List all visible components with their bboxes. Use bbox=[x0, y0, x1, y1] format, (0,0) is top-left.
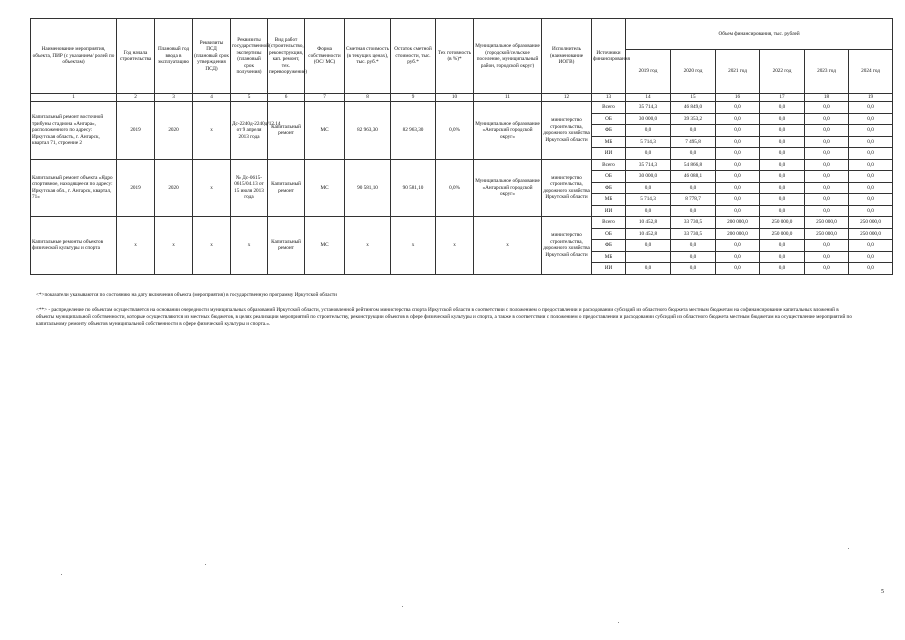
funding-value: 0,0 bbox=[716, 171, 760, 183]
funding-value: 0,0 bbox=[805, 205, 849, 217]
funding-value: 30 000,0 bbox=[626, 171, 671, 183]
funding-value: 10 452,8 bbox=[626, 217, 671, 229]
funding-value: 0,0 bbox=[849, 102, 893, 114]
psd-cell: х bbox=[193, 102, 231, 160]
funding-value: 0,0 bbox=[716, 182, 760, 194]
remaining-cost: 82 963,30 bbox=[391, 102, 436, 160]
column-number: 19 bbox=[849, 94, 893, 102]
funding-value: 0,0 bbox=[716, 205, 760, 217]
executor: министерство строительства, дорожного хозяйства Иркутской области bbox=[542, 217, 592, 275]
scan-speck bbox=[402, 606, 403, 607]
column-number: 4 bbox=[193, 94, 231, 102]
funding-value: 5 714,3 bbox=[626, 194, 671, 206]
funding-value: 46 849,0 bbox=[671, 102, 716, 114]
funding-value: 0,0 bbox=[626, 205, 671, 217]
footnote: <**> - распределение по объектам осуществляется на основании очередности муниципальных образований Иркутской области, установленной рейтингом министерства спорта Иркутской области в соответствии с положением о предоставлении и расходовании субсидий из областного бюджета местным бюджетам на софинансирование капитальных вложений в объекты муниципальной собственности, которые осуществляются из местных бюджетов, в целях реализации мероприятий по строительству, реконструкции объектов в сфере физической культуры и спорта, а также в соответствии с положением о предоставлении и расходовании субсидий из областного бюджета местным бюджетам на осуществление мероприятий по капитальному ремонту объектов муниципальной собственности в сфере физической культуры и спорта.». bbox=[36, 307, 852, 328]
funding-value: 0,0 bbox=[671, 240, 716, 252]
funding-value: 0,0 bbox=[626, 263, 671, 275]
funding-value: 0,0 bbox=[716, 113, 760, 125]
funding-value: 0,0 bbox=[805, 113, 849, 125]
year-header: 2022 год bbox=[760, 50, 805, 94]
funding-value: 46 088,1 bbox=[671, 171, 716, 183]
funding-value: 0,0 bbox=[805, 194, 849, 206]
header-cell: Плановый год ввода в эксплуатацию bbox=[155, 19, 193, 94]
year-header: 2019 год bbox=[626, 50, 671, 94]
funding-value: 0,0 bbox=[716, 136, 760, 148]
psd-cell: х bbox=[193, 159, 231, 217]
funding-value: 0,0 bbox=[626, 148, 671, 160]
funding-value: 0,0 bbox=[760, 159, 805, 171]
work-type: Капитальный ремонт bbox=[268, 217, 305, 275]
estimated-cost: х bbox=[345, 217, 391, 275]
column-number: 7 bbox=[305, 94, 345, 102]
header-row bbox=[31, 19, 893, 50]
funding-value: 35 714,3 bbox=[626, 159, 671, 171]
column-number: 10 bbox=[436, 94, 474, 102]
funding-value: 0,0 bbox=[671, 148, 716, 160]
work-type: Капитальный ремонт bbox=[268, 102, 305, 160]
funding-value: 0,0 bbox=[671, 263, 716, 275]
funding-header: Объем финансирования, тыс. рублей bbox=[626, 19, 893, 50]
funding-value: 0,0 bbox=[716, 148, 760, 160]
funding-value: 0,0 bbox=[805, 171, 849, 183]
funding-source: ОБ bbox=[592, 228, 626, 240]
object-block bbox=[31, 102, 893, 160]
funding-value: 39 353,2 bbox=[671, 113, 716, 125]
header-cell: Остаток сметной стоимости, тыс. руб.* bbox=[391, 19, 436, 94]
table-row bbox=[31, 217, 893, 229]
funding-value: 35 714,3 bbox=[626, 102, 671, 114]
object-name: Капитальный ремонт объекта «Ядро спортивное, находящееся по адресу: Иркутская обл., г. Ангарск, квартал, 71» bbox=[31, 159, 117, 217]
funding-value: 5 714,3 bbox=[626, 136, 671, 148]
funding-source: МБ bbox=[592, 136, 626, 148]
funding-value: 250 000,0 bbox=[805, 228, 849, 240]
funding-value: 0,0 bbox=[671, 182, 716, 194]
funding-value: 7 495,8 bbox=[671, 136, 716, 148]
header-cell: Сметная стоимость (в текущих ценах), тыс. руб.* bbox=[345, 19, 391, 94]
funding-source: ФБ bbox=[592, 240, 626, 252]
funding-value: 0,0 bbox=[671, 205, 716, 217]
funding-value: 250 000,0 bbox=[805, 217, 849, 229]
funding-value: 0,0 bbox=[805, 148, 849, 160]
funding-value: 30 000,0 bbox=[626, 113, 671, 125]
funding-value: 0,0 bbox=[760, 148, 805, 160]
column-number-row bbox=[31, 94, 893, 102]
funding-value: 54 866,8 bbox=[671, 159, 716, 171]
column-number: 5 bbox=[231, 94, 268, 102]
column-number: 6 bbox=[268, 94, 305, 102]
funding-value: 0,0 bbox=[849, 113, 893, 125]
funding-value: 250 000,0 bbox=[760, 228, 805, 240]
end-year: х bbox=[155, 217, 193, 275]
funding-value: 250 000,0 bbox=[849, 217, 893, 229]
funding-value: 0,0 bbox=[716, 251, 760, 263]
estimated-cost: 82 963,30 bbox=[345, 102, 391, 160]
funding-value: 0,0 bbox=[760, 263, 805, 275]
column-number: 9 bbox=[391, 94, 436, 102]
footnotes bbox=[36, 292, 856, 336]
header-cell: Муниципальное образование (городской/сельское поселение, муниципальный район, городской округ) bbox=[474, 19, 542, 94]
column-number: 1 bbox=[31, 94, 117, 102]
work-type: Капитальный ремонт bbox=[268, 159, 305, 217]
year-header: 2024 год bbox=[849, 50, 893, 94]
year-header: 2021 год bbox=[716, 50, 760, 94]
header-cell: Исполнитель (наименование ИОГВ) bbox=[542, 19, 592, 94]
funding-value: 0,0 bbox=[805, 240, 849, 252]
funding-value: 0,0 bbox=[849, 251, 893, 263]
funding-value: 0,0 bbox=[849, 171, 893, 183]
executor: министерство строительства, дорожного хозяйства Иркутской области bbox=[542, 102, 592, 160]
funding-source: ИИ bbox=[592, 148, 626, 160]
funding-value: 0,0 bbox=[716, 102, 760, 114]
remaining-cost: х bbox=[391, 217, 436, 275]
funding-value: 0,0 bbox=[805, 251, 849, 263]
header-cell: Вид работ (строительство, реконструкция, кап. ремонт, тех. перевооружение) bbox=[268, 19, 305, 94]
year-header: 2020 год bbox=[671, 50, 716, 94]
funding-value: 0,0 bbox=[849, 159, 893, 171]
financing-table bbox=[30, 18, 893, 275]
ownership: МС bbox=[305, 217, 345, 275]
column-number: 15 bbox=[671, 94, 716, 102]
column-number: 8 bbox=[345, 94, 391, 102]
funding-value: 200 000,0 bbox=[716, 228, 760, 240]
readiness: 0,0% bbox=[436, 159, 474, 217]
funding-value: 0,0 bbox=[760, 102, 805, 114]
ownership: МС bbox=[305, 159, 345, 217]
funding-value: 0,0 bbox=[716, 125, 760, 137]
funding-value: 0,0 bbox=[716, 159, 760, 171]
funding-value: 0,0 bbox=[805, 263, 849, 275]
scan-speck bbox=[205, 564, 206, 565]
table-row bbox=[31, 102, 893, 114]
start-year: 2019 bbox=[117, 159, 155, 217]
funding-value: 0,0 bbox=[626, 182, 671, 194]
object-name: Капитальные ремонты объектов физической культуры и спорта bbox=[31, 217, 117, 275]
funding-value: 0,0 bbox=[849, 205, 893, 217]
ownership: МС bbox=[305, 102, 345, 160]
funding-value: 0,0 bbox=[760, 113, 805, 125]
funding-source: Всего bbox=[592, 159, 626, 171]
estimated-cost: 90 581,10 bbox=[345, 159, 391, 217]
funding-source: Всего bbox=[592, 217, 626, 229]
municipality: Муниципальное образование «Ангарский городской округ» bbox=[474, 102, 542, 160]
scan-speck bbox=[848, 548, 849, 549]
column-number: 17 bbox=[760, 94, 805, 102]
object-block bbox=[31, 159, 893, 217]
column-number: 3 bbox=[155, 94, 193, 102]
funding-value bbox=[626, 251, 671, 263]
funding-value: 0,0 bbox=[805, 125, 849, 137]
header-cell: Форма собственности (ОС/ МС) bbox=[305, 19, 345, 94]
municipality: х bbox=[474, 217, 542, 275]
header-cell: Реквизиты государственной экспертизы (плановый срок получения) bbox=[231, 19, 268, 94]
header-cell: Год начала строительства bbox=[117, 19, 155, 94]
start-year: х bbox=[117, 217, 155, 275]
header-cell: Источники финансирования bbox=[592, 19, 626, 94]
expertise-cell: х bbox=[231, 217, 268, 275]
funding-value: 0,0 bbox=[760, 171, 805, 183]
funding-value: 0,0 bbox=[626, 125, 671, 137]
funding-source: МБ bbox=[592, 251, 626, 263]
scan-speck bbox=[618, 622, 619, 623]
funding-value: 0,0 bbox=[760, 251, 805, 263]
funding-value: 0,0 bbox=[671, 251, 716, 263]
funding-value: 10 452,8 bbox=[626, 228, 671, 240]
funding-value: 0,0 bbox=[760, 136, 805, 148]
funding-value: 0,0 bbox=[849, 125, 893, 137]
funding-value: 0,0 bbox=[849, 136, 893, 148]
table-row bbox=[31, 159, 893, 171]
column-number: 2 bbox=[117, 94, 155, 102]
page-number: 5 bbox=[881, 589, 884, 595]
footnote: <*>показатели указываются по состоянию на дату включения объекта (мероприятия) в государственную программу Иркутской области bbox=[36, 292, 337, 298]
end-year: 2020 bbox=[155, 102, 193, 160]
funding-value: 0,0 bbox=[760, 125, 805, 137]
column-number: 14 bbox=[626, 94, 671, 102]
expertise-cell: Дс-2240д-2240д/12.14 от 9 апреля 2013 года bbox=[231, 102, 268, 160]
funding-value: 0,0 bbox=[849, 240, 893, 252]
funding-value: 0,0 bbox=[671, 125, 716, 137]
funding-value: 0,0 bbox=[849, 148, 893, 160]
scan-speck bbox=[61, 574, 62, 575]
executor: министерство строительства, дорожного хозяйства Иркутской области bbox=[542, 159, 592, 217]
funding-source: ИИ bbox=[592, 263, 626, 275]
expertise-cell: № Дс-0615-0615/04.13 от 15 июля 2013 года bbox=[231, 159, 268, 217]
end-year: 2020 bbox=[155, 159, 193, 217]
funding-value: 0,0 bbox=[760, 194, 805, 206]
funding-value: 0,0 bbox=[805, 102, 849, 114]
header-cell: Наименование мероприятия, объекта, ПИР (с указанием/ ролей по объектам) bbox=[31, 19, 117, 94]
column-number: 18 bbox=[805, 94, 849, 102]
funding-value: 0,0 bbox=[760, 182, 805, 194]
funding-value: 0,0 bbox=[849, 194, 893, 206]
readiness: 0,0% bbox=[436, 102, 474, 160]
funding-value: 200 000,0 bbox=[716, 217, 760, 229]
object-block bbox=[31, 217, 893, 275]
column-number: 11 bbox=[474, 94, 542, 102]
funding-value: 33 730,5 bbox=[671, 217, 716, 229]
funding-value: 0,0 bbox=[805, 182, 849, 194]
funding-source: ОБ bbox=[592, 113, 626, 125]
readiness: х bbox=[436, 217, 474, 275]
column-number: 12 bbox=[542, 94, 592, 102]
funding-value: 8 778,7 bbox=[671, 194, 716, 206]
municipality: Муниципальное образование «Ангарский городской округ» bbox=[474, 159, 542, 217]
funding-value: 0,0 bbox=[716, 240, 760, 252]
funding-source: ОБ bbox=[592, 171, 626, 183]
funding-value: 250 000,0 bbox=[760, 217, 805, 229]
object-name: Капитальный ремонт восточной трибуны стадиона «Ангара», расположенного по адресу: Иркутская область, г. Ангарск, квартал 71, строение 2 bbox=[31, 102, 117, 160]
funding-source: ФБ bbox=[592, 125, 626, 137]
funding-value: 0,0 bbox=[716, 263, 760, 275]
year-header: 2023 год bbox=[805, 50, 849, 94]
funding-value: 0,0 bbox=[805, 136, 849, 148]
remaining-cost: 90 581,10 bbox=[391, 159, 436, 217]
funding-value: 0,0 bbox=[760, 240, 805, 252]
funding-value: 33 730,5 bbox=[671, 228, 716, 240]
funding-value: 0,0 bbox=[849, 182, 893, 194]
funding-value: 250 000,0 bbox=[849, 228, 893, 240]
funding-value: 0,0 bbox=[760, 205, 805, 217]
funding-value: 0,0 bbox=[626, 240, 671, 252]
column-number: 16 bbox=[716, 94, 760, 102]
funding-source: ФБ bbox=[592, 182, 626, 194]
psd-cell: х bbox=[193, 217, 231, 275]
funding-value: 0,0 bbox=[849, 263, 893, 275]
start-year: 2019 bbox=[117, 102, 155, 160]
funding-value: 0,0 bbox=[716, 194, 760, 206]
program-table-sheet bbox=[30, 18, 881, 275]
column-number: 13 bbox=[592, 94, 626, 102]
header-cell: Реквизиты ПСД (плановый срок утверждения ПСД) bbox=[193, 19, 231, 94]
funding-value: 0,0 bbox=[805, 159, 849, 171]
funding-source: ИИ bbox=[592, 205, 626, 217]
header-cell: Тех готовность (в %)* bbox=[436, 19, 474, 94]
funding-source: МБ bbox=[592, 194, 626, 206]
funding-source: Всего bbox=[592, 102, 626, 114]
